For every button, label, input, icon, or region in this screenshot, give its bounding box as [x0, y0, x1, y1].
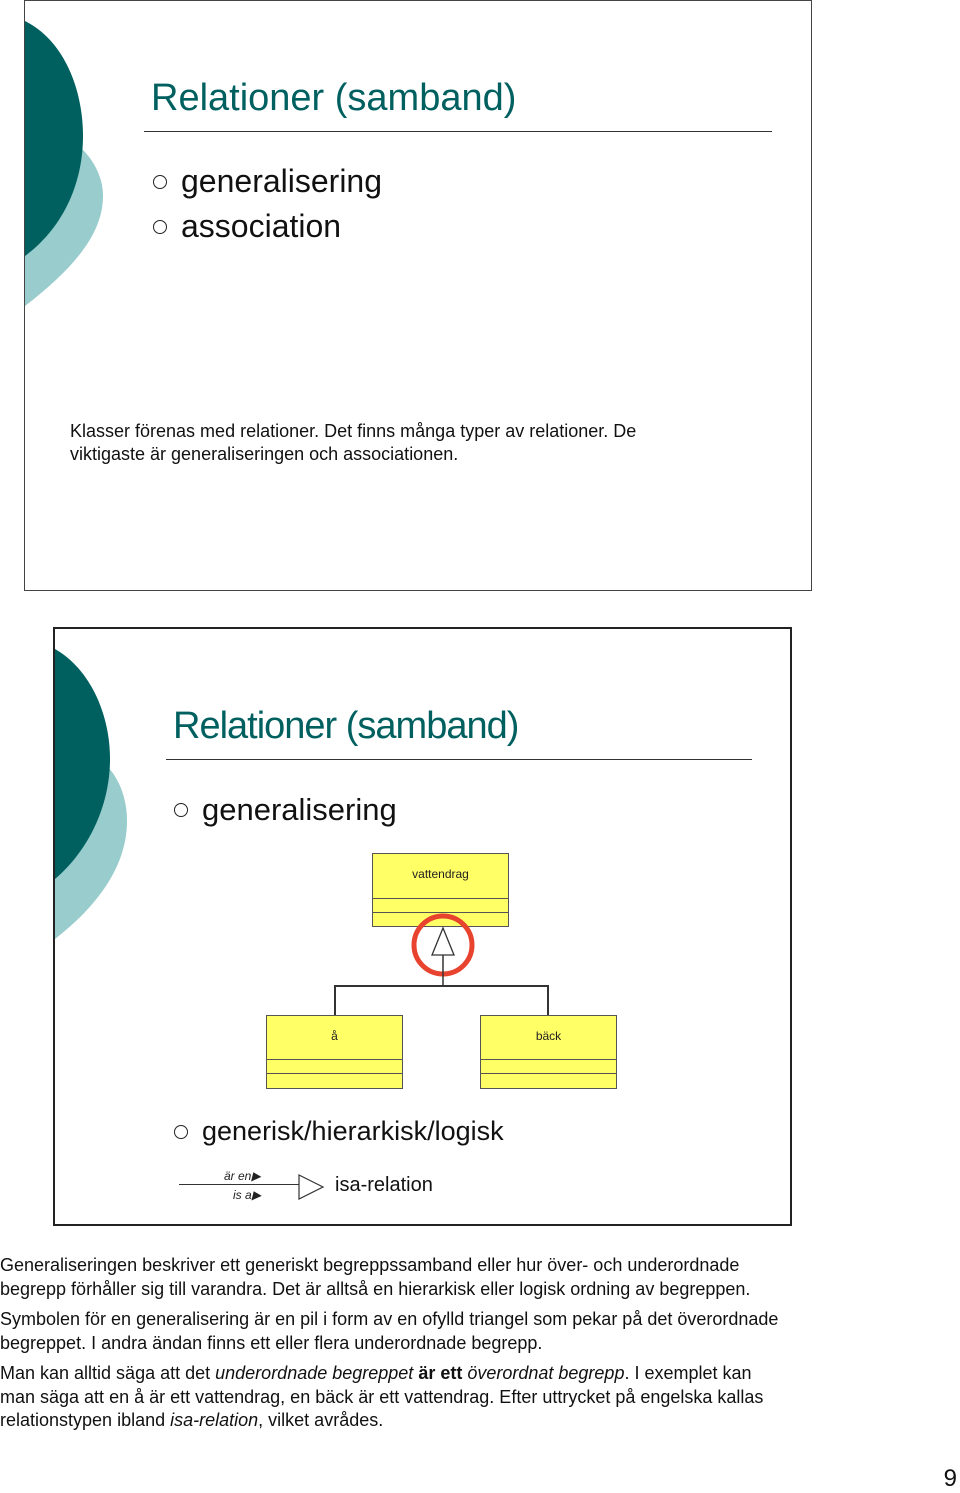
- uml-class-back: [480, 1015, 617, 1089]
- slide-2: [53, 627, 792, 1226]
- uml-compartment-line: [481, 1073, 616, 1074]
- paragraph-2: Symbolen för en generalisering är en pil i form av en ofylld triangel som pekar på det överordnade begreppet. I andra ändan finns ett eller flera underordnade begrepp.: [0, 1309, 779, 1353]
- legend-label-sv: är en▶: [224, 1169, 261, 1183]
- legend-line: [179, 1184, 301, 1185]
- bullet-text: association: [181, 208, 342, 244]
- bullet-circle-icon: [153, 175, 167, 189]
- uml-class-name: vattendrag: [412, 867, 469, 881]
- title-divider: [144, 131, 772, 132]
- title-divider: [166, 759, 752, 760]
- slide-decoration: [25, 1, 145, 321]
- slide-notes: [70, 420, 636, 466]
- slide-decoration: [55, 629, 175, 949]
- bullet-item: [153, 208, 341, 245]
- slide-1: [24, 0, 812, 591]
- generalization-arrow-icon: [405, 911, 485, 991]
- isa-relation-label: isa-relation: [335, 1174, 433, 1196]
- bullet-circle-icon: [174, 803, 188, 817]
- paragraph-3: Man kan alltid säga att det underordnade begreppet är ett överordnat begrepp. I exemplet kan man säga att en å är ett vattendrag, en bäck är ett vattendrag. Efter uttrycket på engelska kallas relationstypen ibland isa-relation, vilket avrådes.: [0, 1363, 764, 1430]
- uml-class-name: å: [331, 1029, 338, 1043]
- arrow-right-icon: ▶: [251, 1188, 261, 1202]
- bullet-text: generalisering: [202, 792, 397, 827]
- uml-compartment-line: [373, 898, 508, 899]
- connector-horizontal: [334, 985, 549, 987]
- connector-left: [334, 985, 336, 1017]
- bullet-circle-icon: [174, 1125, 188, 1139]
- connector-right: [547, 985, 549, 1017]
- bullet-text: generisk/hierarkisk/logisk: [202, 1116, 504, 1146]
- bullet-item: [174, 1116, 504, 1147]
- uml-compartment-line: [481, 1059, 616, 1060]
- bullet-item: [153, 163, 382, 200]
- arrow-right-icon: ▶: [251, 1169, 261, 1183]
- bullet-item: [174, 792, 397, 828]
- legend-label-en: is a▶: [233, 1188, 261, 1202]
- uml-class-name: bäck: [535, 1029, 562, 1043]
- uml-class-a: [266, 1015, 403, 1089]
- bullet-circle-icon: [153, 220, 167, 234]
- notes-line: Klasser förenas med relationer. Det finns många typer av relationer. De: [70, 421, 637, 441]
- slide-title: Relationer (samband): [151, 77, 517, 119]
- generalization-triangle-icon: [298, 1173, 326, 1201]
- paragraph-1: Generaliseringen beskriver ett generiskt begreppssamband eller hur över- och underordnade begrepp förhåller sig till varandra. Det är alltså en hierarkisk eller logisk ordning av begreppen.: [0, 1255, 751, 1299]
- bullet-text: generalisering: [181, 163, 383, 199]
- notes-line: viktigaste är generaliseringen och associationen.: [70, 444, 459, 464]
- page-number: 9: [943, 1465, 957, 1492]
- slide-title: Relationer (samband): [173, 705, 519, 747]
- uml-compartment-line: [267, 1059, 402, 1060]
- uml-compartment-line: [267, 1073, 402, 1074]
